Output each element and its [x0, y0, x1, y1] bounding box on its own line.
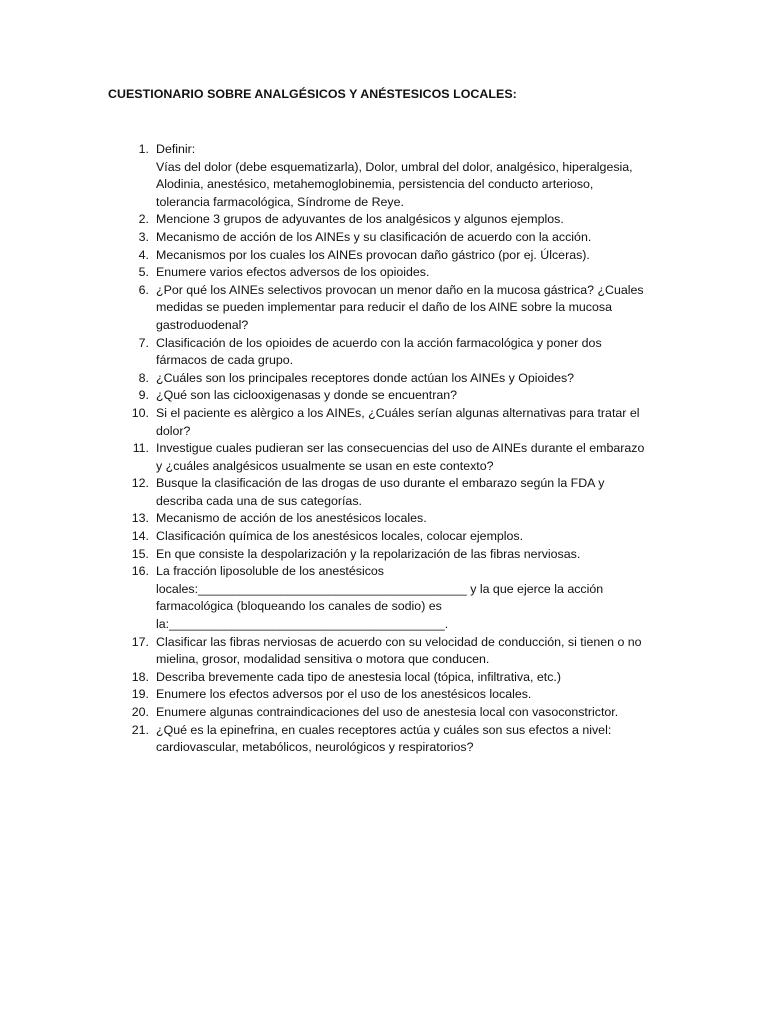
question-text-line: Alodinia, anestésico, metahemoglobinemia, persistencia del conducto arterioso,: [156, 177, 594, 192]
question-text-line: fármacos de cada grupo.: [156, 353, 294, 368]
question-text-line: y ¿cuáles analgésicos usualmente se usan en este contexto?: [156, 458, 494, 473]
question-number: 14.: [131, 529, 149, 544]
question-text-line: describa cada una de sus categorías.: [156, 493, 362, 508]
question-text-line: tolerancia farmacológica, Síndrome de Reye.: [156, 194, 404, 209]
question-number: 17.: [131, 634, 149, 649]
question-text-line: Clasificación de los opioides de acuerdo con la acción farmacológica y poner dos: [156, 335, 602, 350]
question-text-line: Investigue cuales pudieran ser las consecuencias del uso de AINEs durante el embarazo: [156, 441, 645, 456]
question-text-line: Si el paciente es alèrgico a los AINEs, ¿Cuáles serían algunas alternativas para tratar el: [156, 405, 640, 420]
question-number: 20.: [131, 705, 149, 719]
question-text-line: Mencione 3 grupos de adyuvantes de los analgésicos y algunos ejemplos.: [156, 212, 564, 227]
question-number: 2.: [138, 212, 149, 227]
question-number: 11.: [132, 441, 149, 456]
question-text-line: locales:_______________________________________ y la que ejerce la acción: [156, 581, 604, 596]
question-text-line: Clasificación química de los anestésicos locales, colocar ejemplos.: [156, 529, 524, 544]
question-number: 12.: [131, 476, 149, 491]
question-item: [108, 440, 668, 475]
question-number: 18.: [131, 669, 149, 684]
question-number: 5.: [138, 265, 149, 280]
question-text-line: En que consiste la despolarización y la repolarización de las fibras nerviosas.: [156, 546, 581, 561]
question-item: [108, 546, 668, 564]
question-text-line: Enumere los efectos adversos por el uso de los anestésicos locales.: [156, 687, 532, 702]
question-item: [108, 387, 668, 405]
question-item: [108, 229, 668, 247]
question-item: [108, 405, 668, 440]
question-number: 15.: [131, 546, 149, 561]
question-item: [108, 141, 668, 211]
question-number: 21.: [131, 722, 149, 737]
question-text-line: cardiovascular, metabólicos, neurológicos y respiratorios?: [156, 740, 474, 755]
question-number: 10.: [131, 405, 149, 420]
question-number: 4.: [138, 247, 149, 262]
question-item: [108, 247, 668, 265]
question-item: [108, 211, 668, 229]
question-item: [108, 264, 668, 282]
question-item: [108, 528, 668, 546]
question-text-line: Busque la clasificación de las drogas de uso durante el embarazo según la FDA y: [156, 476, 605, 491]
question-item: [108, 722, 668, 757]
question-item: [108, 686, 668, 704]
question-number: 6.: [138, 282, 149, 297]
question-text-line: Enumere algunas contraindicaciones del uso de anestesia local con vasoconstrictor.: [156, 705, 619, 719]
question-text-line: Mecanismo de acción de los anestésicos locales.: [156, 511, 427, 526]
question-item: [108, 475, 668, 510]
question-text-line: Describa brevemente cada tipo de anestesia local (tópica, infiltrativa, etc.): [156, 669, 561, 684]
question-text-line: dolor?: [156, 423, 191, 438]
question-number: 9.: [138, 388, 149, 403]
question-item: [108, 563, 668, 633]
question-number: 16.: [131, 564, 149, 579]
question-text-line: ¿Por qué los AINEs selectivos provocan un menor daño en la mucosa gástrica? ¿Cuales: [156, 282, 644, 297]
question-text-line: Mecanismo de acción de los AINEs y su clasificación de acuerdo con la acción.: [156, 229, 592, 244]
question-text-line: la:________________________________________.: [156, 617, 449, 632]
question-list: [108, 141, 668, 757]
question-item: [108, 669, 668, 687]
question-item: [108, 704, 668, 722]
question-text-line: gastroduodenal?: [156, 317, 249, 332]
question-text-line: medidas se pueden implementar para reducir el daño de los AINE sobre la mucosa: [156, 300, 612, 315]
question-number: 1.: [138, 142, 149, 156]
question-text-line: Enumere varios efectos adversos de los opioides.: [156, 265, 430, 280]
question-item: [108, 510, 668, 528]
question-text-line: Vías del dolor (debe esquematizarla), Dolor, umbral del dolor, analgésico, hiperalgesia,: [156, 159, 633, 174]
question-text-line: ¿Qué son las ciclooxigenasas y donde se encuentran?: [156, 388, 458, 403]
question-number: 8.: [138, 370, 149, 385]
question-text-line: Clasificar las fibras nerviosas de acuerdo con su velocidad de conducción, si tienen o no: [156, 634, 642, 649]
question-text-line: mielina, grosor, modalidad sensitiva o motora que conducen.: [156, 652, 490, 667]
question-text-line: ¿Cuáles son los principales receptores donde actúan los AINEs y Opioides?: [156, 370, 575, 385]
question-item: [108, 634, 668, 669]
question-number: 13.: [131, 511, 149, 526]
question-number: 7.: [138, 335, 149, 350]
question-item: [108, 335, 668, 370]
document-title: CUESTIONARIO SOBRE ANALGÉSICOS Y ANÉSTESICOS LOCALES:: [108, 87, 517, 101]
question-text-line: ¿Qué es la epinefrina, en cuales receptores actúa y cuáles son sus efectos a nivel:: [156, 722, 612, 737]
question-text-line: farmacológica (bloqueando los canales de sodio) es: [156, 599, 442, 614]
question-number: 3.: [138, 229, 149, 244]
question-number: 19.: [131, 687, 149, 702]
question-text-line: Definir:: [156, 142, 196, 156]
question-item: [108, 282, 668, 335]
question-text-line: La fracción liposoluble de los anestésicos: [156, 564, 384, 579]
question-item: [108, 370, 668, 388]
question-text-line: Mecanismos por los cuales los AINEs provocan daño gástrico (por ej. Úlceras).: [156, 247, 590, 262]
